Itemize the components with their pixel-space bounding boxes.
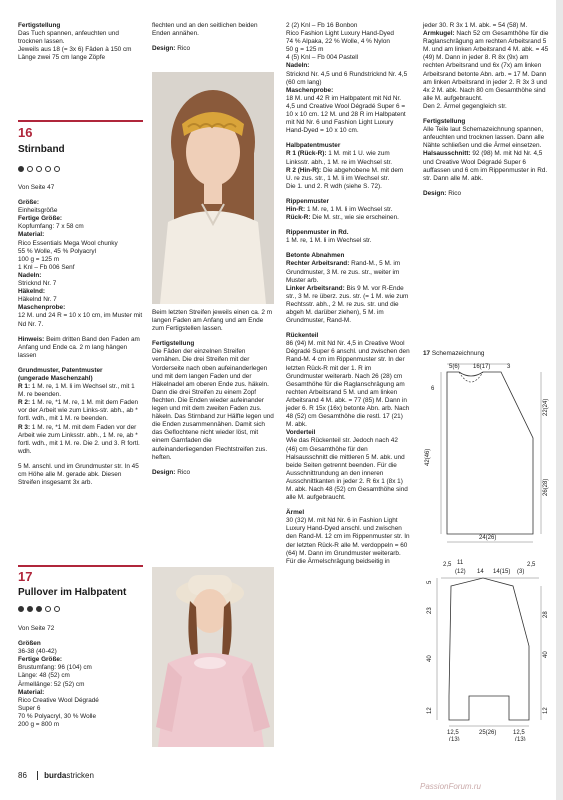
label-sleeve-top-4: 14: [477, 569, 484, 575]
label-sleeve-left-23: 23: [427, 607, 433, 614]
label-bottom: 24(26): [479, 535, 497, 541]
text-zopf: Jeweils aus 18 (= 3x 6) Fäden à 150 cm Länge zwei 75 cm lange Zöpfe: [18, 46, 132, 62]
text-fertigstellung: Das Tuch spannen, anfeuchten und trocknen lassen.: [18, 30, 119, 46]
back-text: 86 (94) M. mit Nd Nr. 4,5 in Creative Wool Dégradé Super 6 anschl. und zwischen den Rand-M. 4 cm im Rippenmuster str. In der letzten Rück-R mit der 1. R im Grundmuster weiterarb. Nach 26 (28) cm Gesamthöhe für die Raglanschrägung am rechten Arbeitsrand 5 M. und am linken Arbeitsrand 4 M. abk. = 77 (85) M. Dann in jeder 6. R 15x (16x) betonte Abn. arb. Nach 48 (52) cm Gesamthöhe die restl. 17 (21) M. abk.: [286, 340, 410, 429]
brand-bold: burda: [44, 771, 67, 780]
half-patent-heading: Halbpatentmuster: [286, 142, 341, 150]
label-right-upper: 22(24): [543, 398, 549, 416]
label-sleeve-right-12: 12: [543, 707, 549, 714]
row-2-label: R 2:: [18, 399, 31, 407]
material-17-heading: Material:: [18, 688, 45, 696]
sleeve-outline: [449, 578, 529, 720]
sleeve-cap-text: Nach 52 cm Gesamthöhe für die Raglanschrägung am rechten Arbeitsrand 5 M. und am linken Arbeitsrand 4 M. abk. = 45 (49) M. Dann in jeder 8. R 8x (9x) am rechten Arbeitsrand und 6x (7x) am linken Arbeitsrand betonte Abn. arb. = 17 M. Dann am linken Arbeitsrand in jeder 2. R 3x 3 und 4x 2 M. abk. Nach 80 cm Gesamthöhe sind alle M. aufgebraucht.: [423, 30, 549, 102]
finishing-17-heading: Fertigstellung: [423, 118, 466, 126]
difficulty-dot-filled: [18, 606, 24, 612]
material-17-yarn-5: 4 (5) Knl – Fb 004 Pastell: [286, 54, 359, 62]
design-label: Design:: [152, 45, 176, 53]
material-17-yarn-4: 50 g = 125 m: [286, 46, 324, 54]
needles-heading: Nadeln:: [18, 271, 42, 279]
crochet-text: Häkelnd Nr. 7: [18, 296, 57, 304]
body-schematic: [425, 364, 549, 542]
label-right-lower: 26(28): [543, 478, 549, 496]
label-sleeve-bot-1: 12,5: [447, 730, 459, 736]
design-17-value: Rico: [448, 189, 462, 197]
schematic-drawing: [421, 356, 553, 741]
label-sleeve-right-28: 28: [543, 611, 549, 618]
rib-round-text: 1 M. re, 1 M. li im Wechsel str.: [286, 237, 372, 245]
rib-hin-text: 1 M. re, 1 M. li im Wechsel str.: [306, 205, 393, 213]
label-top-mid: 16(17): [473, 364, 491, 370]
difficulty-rating-16: [18, 166, 60, 172]
row-1-label: R 1:: [18, 383, 31, 391]
material-text-2: 55 % Wolle, 45 % Polyacryl: [18, 247, 97, 255]
rib-rueck-text: Die M. str., wie sie erscheinen.: [312, 214, 399, 222]
final-size-text: Kopfumfang: 7 x 58 cm: [18, 223, 84, 231]
neckline-text: 92 (98) M. mit Nd Nr. 4,5 und Creative Wool Dégradé Super 6 auffassen und 6 cm im Rippenmuster in Rd. str. Dann alle M. abk.: [423, 150, 548, 182]
section-16-divider: [18, 120, 143, 122]
difficulty-rating-17: [18, 606, 60, 612]
difficulty-dot-empty: [27, 166, 33, 172]
design-value: Rico: [177, 45, 191, 53]
schematic-number: 17: [423, 350, 431, 357]
section-17-from: Von Seite 72: [18, 625, 55, 632]
second-sleeve-text: Den 2. Ärmel gegengleich str.: [423, 102, 507, 110]
finishing-text: Die Fäden der einzelnen Streifen vernähen. Die drei Streifen mit der Vorderseite nach oben aufeinanderlegen und mit dem langen Faden und der Häkelnadel am oberen Ende zus. häkeln. Dann die drei Streifen zu einem Zopf flechten. Die Enden wieder aufeinander legen und mit dem zweiten Faden zus. häkeln. Das Stirnband zur Hälfte legen und die Enden zusammennähen. Damit sich das Geflochtene nicht wieder löst, mit einem Garnfaden die aufeinanderliegenden Flechtstreifen zus. heften.: [152, 348, 274, 461]
difficulty-dot-empty: [54, 606, 60, 612]
rib-hin-label: Hin-R:: [286, 205, 306, 213]
neckline-front-line: [459, 372, 483, 382]
material-text-1: Rico Essentials Mega Wool chunky: [18, 239, 118, 247]
design-label-2: Design:: [152, 468, 176, 476]
row-3-label: R 3:: [18, 423, 31, 431]
label-sleeve-top-6: (3): [517, 569, 525, 575]
final-size-17-bust: Brustumfang: 96 (104) cm: [18, 664, 92, 672]
final-size-17-heading: Fertige Größe:: [18, 656, 63, 664]
finishing-17-text: Alle Teile laut Schemazeichnung spannen, anfeuchten und trocknen lassen. Dann alle Nähte schließen und die Ärmel einsetzen.: [423, 126, 545, 150]
material-17-yarn-2: Rico Fashion Light Luxury Hand-Dyed: [286, 30, 394, 38]
page-edge: [556, 0, 563, 800]
section-17-divider: [18, 565, 143, 567]
size-text: Einheitsgröße: [18, 207, 58, 215]
section-16-number: 16: [18, 125, 33, 140]
material-17-text-1: Rico Creative Wool Dégradé: [18, 696, 99, 704]
page-number: 86: [18, 771, 27, 780]
label-sleeve-bot-3b: (13): [515, 737, 526, 741]
difficulty-dot-empty: [54, 166, 60, 172]
design-value-2: Rico: [177, 468, 191, 476]
label-sleeve-left-5: 5: [427, 580, 433, 584]
note-heading: Hinweis:: [18, 335, 45, 343]
material-17-text-2: Super 6: [18, 704, 41, 712]
material-17-yarn-3: 74 % Alpaka, 22 % Wolle, 4 % Nylon: [286, 38, 390, 46]
photo-caption: Beim letzten Streifen jeweils einen ca. 2 m langen Faden am Anfang und am Ende zum Fertigstellen lassen.: [152, 309, 273, 333]
label-sleeve-bot-2: 25(26): [479, 730, 497, 736]
pullover-photo: [152, 567, 274, 747]
heading-fertigstellung: Fertigstellung: [18, 22, 61, 29]
rib-round-heading: Rippenmuster in Rd.: [286, 229, 349, 237]
label-top-left: 5(6): [449, 364, 460, 370]
needles-17-heading: Nadeln:: [286, 62, 310, 70]
headband-photo-illustration: [152, 72, 274, 304]
body-outline: [447, 372, 533, 534]
label-sleeve-top-3: (12): [455, 569, 466, 575]
row-2-text: 1 M. re, *1 M. re, 1 M. mit dem Faden vor der Arbeit wie zum Links-str. abh., ab * fortl. wdh., mit 1 M. re beenden.: [18, 399, 139, 423]
sleeve-text: 30 (32) M. mit Nd Nr. 6 in Fashion Light Luxury Hand-Dyed anschl. und zwischen den Rand-M. 12 cm im Rippenmuster str. In der letzten Rück-R alle M. verdoppeln = 60 (64) M. Dann im Grundmuster weiterarb. Für die Ärmelschrägung beidseitig in: [286, 517, 410, 565]
right-edge-label: Rechter Arbeitsrand:: [286, 260, 350, 268]
column-4: [423, 22, 551, 205]
hp-row-1-text: 1 M. mit 1 U. wie zum Linksstr. abh., 1 M. re im Wechsel str.: [286, 150, 393, 166]
left-edge-text: Bis 9 M. vor R-Ende str., 3 M. re überz. zus. str. (= 1 M. wie zum Rechtsstr. abh., 2 M. re zus. str. und die abgeh M. darüber ziehen), 5 M. im Grundmuster, Rand-M.: [286, 284, 409, 325]
material-text-4: 1 Knl – Fb 006 Senf: [18, 263, 75, 271]
gauge-17-text: 18 M. und 42 R im Halbpatent mit Nd Nr. 4,5 und Creative Wool Dégradé Super 6 = 10 x 10 cm. 12 M. und 28 R im Halbpatent mit Nd Nr. 6 und Fashion Light Luxury Hand-Dyed = 10 x 10 cm.: [286, 94, 406, 135]
sleeve-continued-text: jeder 30. R 3x 1 M. abk. = 54 (58) M.: [423, 22, 528, 29]
label-sleeve-top-2: 11: [457, 560, 464, 566]
section-16-closing: 5 M. anschl. und im Grundmuster str. In 45 cm Höhe alle M. gerade abk. Diesen Streifen insgesamt 3x arb.: [18, 462, 139, 487]
note-text: Beim dritten Band den Faden am Anfang und Ende ca. 2 m lang hängen lassen: [18, 335, 140, 359]
final-size-17-length: Länge: 48 (52) cm: [18, 672, 70, 680]
final-size-heading: Fertige Größe:: [18, 215, 63, 223]
crochet-heading: Häkelnd:: [18, 288, 45, 296]
finishing-heading: Fertigstellung: [152, 340, 195, 348]
page-footer: [18, 771, 94, 780]
column-1: [18, 22, 143, 69]
pattern-heading-2: (ungerade Maschenzahl): [18, 374, 93, 382]
label-sleeve-top-7: 2,5: [527, 562, 536, 568]
section-17-body: [18, 625, 143, 736]
difficulty-dot-filled: [36, 606, 42, 612]
label-left-top: 6: [431, 386, 435, 392]
material-17-yarn-1: 2 (2) Knl – Fb 16 Bonbon: [286, 22, 358, 29]
material-17-text-3: 70 % Polyacryl, 30 % Wolle: [18, 712, 97, 720]
sizes-heading: Größen: [18, 640, 41, 648]
sizes-text: 36-38 (40-42): [18, 648, 57, 656]
label-sleeve-left-40: 40: [427, 655, 433, 662]
pattern-heading-1: Grundmuster, Patentmuster: [18, 366, 103, 374]
braid-text: flechten und an den seitlichen beiden Enden annähen.: [152, 22, 258, 38]
footer-divider: [37, 771, 38, 780]
front-heading: Vorderteil: [286, 429, 316, 437]
sleeve-cap-label: Armkugel:: [423, 30, 455, 38]
left-edge-label: Linker Arbeitsrand:: [286, 284, 345, 292]
schematic-label: Schemazeichnung: [431, 350, 485, 357]
hp-row-2-text: Die abgehobene M. mit dem U. re zus. str., 1 M. li im Wechsel str.: [286, 166, 404, 182]
column-2: [152, 22, 274, 60]
gauge-heading: Maschenprobe:: [18, 304, 66, 312]
label-sleeve-bot-3: 12,5: [513, 730, 525, 736]
pullover-photo-illustration: [152, 567, 274, 747]
needles-text: Stricknd Nr. 7: [18, 280, 57, 288]
difficulty-dot-filled: [27, 606, 33, 612]
sleeve-schematic: [427, 560, 549, 741]
material-heading: Material:: [18, 231, 45, 239]
difficulty-dot-empty: [45, 606, 51, 612]
difficulty-dot-empty: [36, 166, 42, 172]
label-top-right: 3: [507, 364, 511, 370]
label-left-total: 42(46): [425, 448, 431, 466]
gauge-17-heading: Maschenprobe:: [286, 86, 334, 94]
hp-repeat-text: Die 1. und 2. R wdh (siehe S. 72).: [286, 182, 382, 190]
material-text-3: 100 g = 125 m: [18, 255, 60, 263]
section-16-title: Stirnband: [18, 144, 65, 155]
sleeve-heading: Ärmel: [286, 509, 305, 517]
rib-rueck-label: Rück-R:: [286, 214, 311, 222]
label-sleeve-top-5: 14(15): [493, 569, 511, 575]
headband-photo: [152, 72, 274, 304]
needles-17-text: Stricknd Nr. 4,5 und 6 Rundstricknd Nr. 4,5 (60 cm lang): [286, 70, 408, 86]
material-17-text-4: 200 g = 800 m: [18, 721, 60, 729]
row-1-text: 1 M. re, 1 M. li im Wechsel str., mit 1 M. re beenden.: [18, 383, 135, 399]
label-sleeve-bot-1b: (13): [449, 737, 460, 741]
right-edge-text: Rand-M., 5 M. im Grundmuster, 3 M. re zus. str., weiter im Muster arb.: [286, 260, 401, 284]
decrease-heading: Betonte Abnahmen: [286, 252, 345, 260]
hp-row-2-label: R 2 (Hin-R):: [286, 166, 322, 174]
watermark: PassionForum.ru: [420, 782, 481, 791]
neckline-label: Halsausschnitt:: [423, 150, 471, 158]
section-16-body: [18, 184, 143, 494]
difficulty-dot-filled: [18, 166, 24, 172]
brand-light: stricken: [66, 771, 94, 780]
difficulty-dot-empty: [45, 166, 51, 172]
front-text: Wie das Rückenteil str. Jedoch nach 42 (46) cm Gesamthöhe für den Halsausschnitt die mittleren 5 M. abk. und beide Seiten getrennt beenden. Für die Ausschnittrundung an den inneren Ausschnittkanten in jeder 2. R 6x 1 (8x 1) M. abk. Nach 48 (52) cm Gesamthöhe sind alle M. aufgebraucht.: [286, 437, 408, 502]
design-17-label: Design:: [423, 189, 447, 197]
back-heading: Rückenteil: [286, 332, 319, 340]
section-17-title: Pullover im Halbpatent: [18, 587, 127, 598]
rib-heading: Rippenmuster: [286, 197, 329, 205]
label-sleeve-right-40: 40: [543, 651, 549, 658]
section-16-from: Von Seite 47: [18, 184, 55, 191]
final-size-17-sleeve: Ärmellänge: 52 (52) cm: [18, 680, 85, 688]
label-sleeve-top-1: 2,5: [443, 562, 452, 568]
section-17-number: 17: [18, 569, 33, 584]
hp-row-1-label: R 1 (Rück-R):: [286, 150, 327, 158]
row-3-text: 1 M. re, *1 M. mit dem Faden vor der Arbeit wie zum Linksstr. abh., 1 M. re, ab * fortl. wdh., mit 1 M. re. Die 2. und 3. R fortl. wdh.: [18, 423, 140, 455]
column-2-lower: [152, 309, 274, 484]
gauge-text: 12 M. und 24 R = 10 x 10 cm, im Muster mit Nd Nr. 7.: [18, 312, 143, 328]
label-sleeve-left-12: 12: [427, 707, 433, 714]
column-3: [286, 22, 410, 573]
size-heading: Größe:: [18, 199, 39, 207]
